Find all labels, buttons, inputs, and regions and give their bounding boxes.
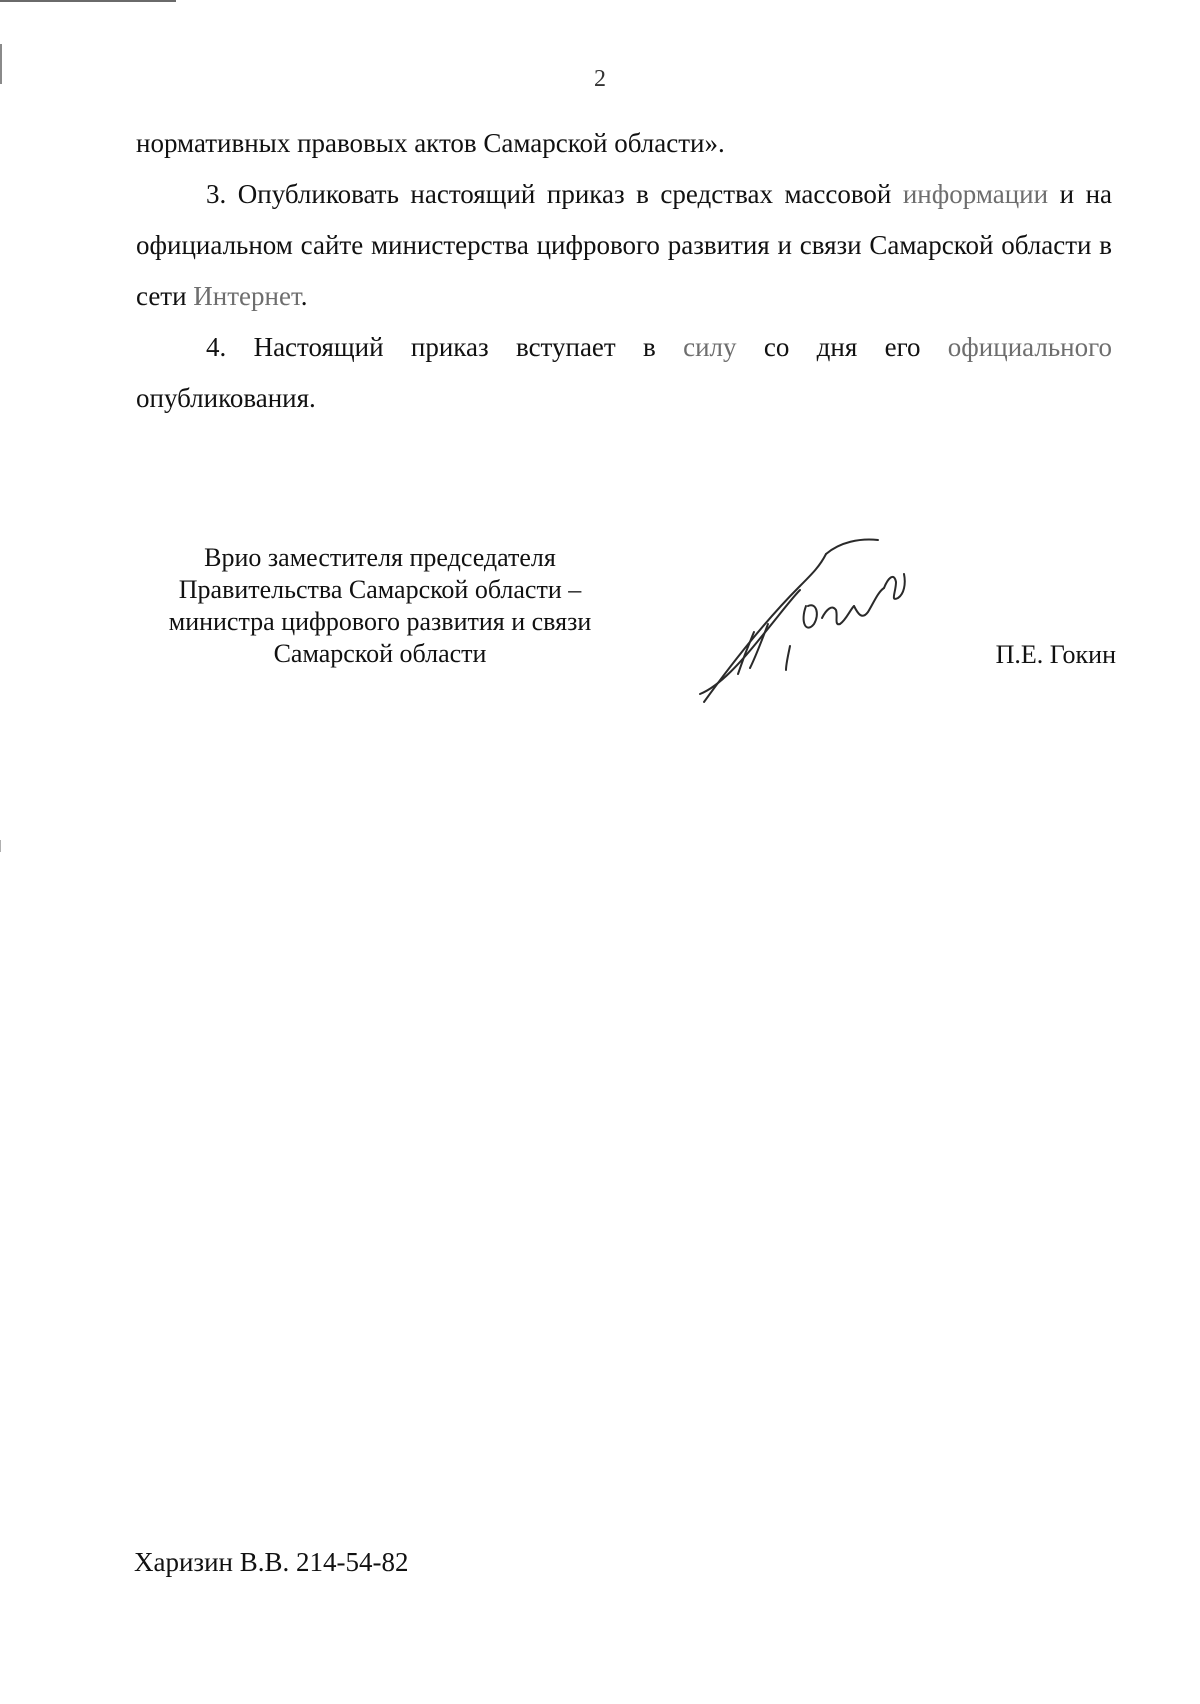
paragraph-item-4 xyxy=(136,322,1112,424)
item4-text-faded-b: официального xyxy=(947,332,1112,362)
paragraph-item-3 xyxy=(136,169,1112,322)
item3-text-faded-b: Интернет xyxy=(193,281,301,311)
scan-edge-mark-top xyxy=(0,0,176,2)
executor-contact: Харизин В.В. 214-54-82 xyxy=(134,1547,409,1577)
handwritten-signature xyxy=(690,536,930,706)
item3-text-a: 3. Опубликовать настоящий приказ в средствах массовой xyxy=(206,179,903,209)
signer-name: П.Е. Гокин xyxy=(995,640,1116,669)
scan-edge-mark-left-lower xyxy=(0,840,1,852)
signatory-line-4: Самарской области xyxy=(273,639,487,668)
item4-text-c: опубликования. xyxy=(136,383,316,413)
signatory-line-3: министра цифрового развития и связи xyxy=(168,607,592,636)
signatory-title xyxy=(140,542,620,670)
paragraph-continuation: нормативных правовых актов Самарской области». xyxy=(136,128,725,158)
item3-text-b: и на официальном сайте министерства цифрового развития и связи Самарской области в сети xyxy=(136,179,1113,311)
item4-text-b: со дня его xyxy=(736,332,948,362)
item3-text-c: . xyxy=(300,281,308,311)
signatory-line-1: Врио заместителя председателя xyxy=(204,543,556,572)
item4-text-a: 4. Настоящий приказ вступает в xyxy=(206,332,684,362)
item3-text-faded-a: информации xyxy=(902,179,1049,209)
item4-text-faded-a: силу xyxy=(683,332,737,362)
page-number: 2 xyxy=(594,66,606,92)
signatory-line-2: Правительства Самарской области – xyxy=(178,575,582,604)
document-body xyxy=(136,118,1112,424)
